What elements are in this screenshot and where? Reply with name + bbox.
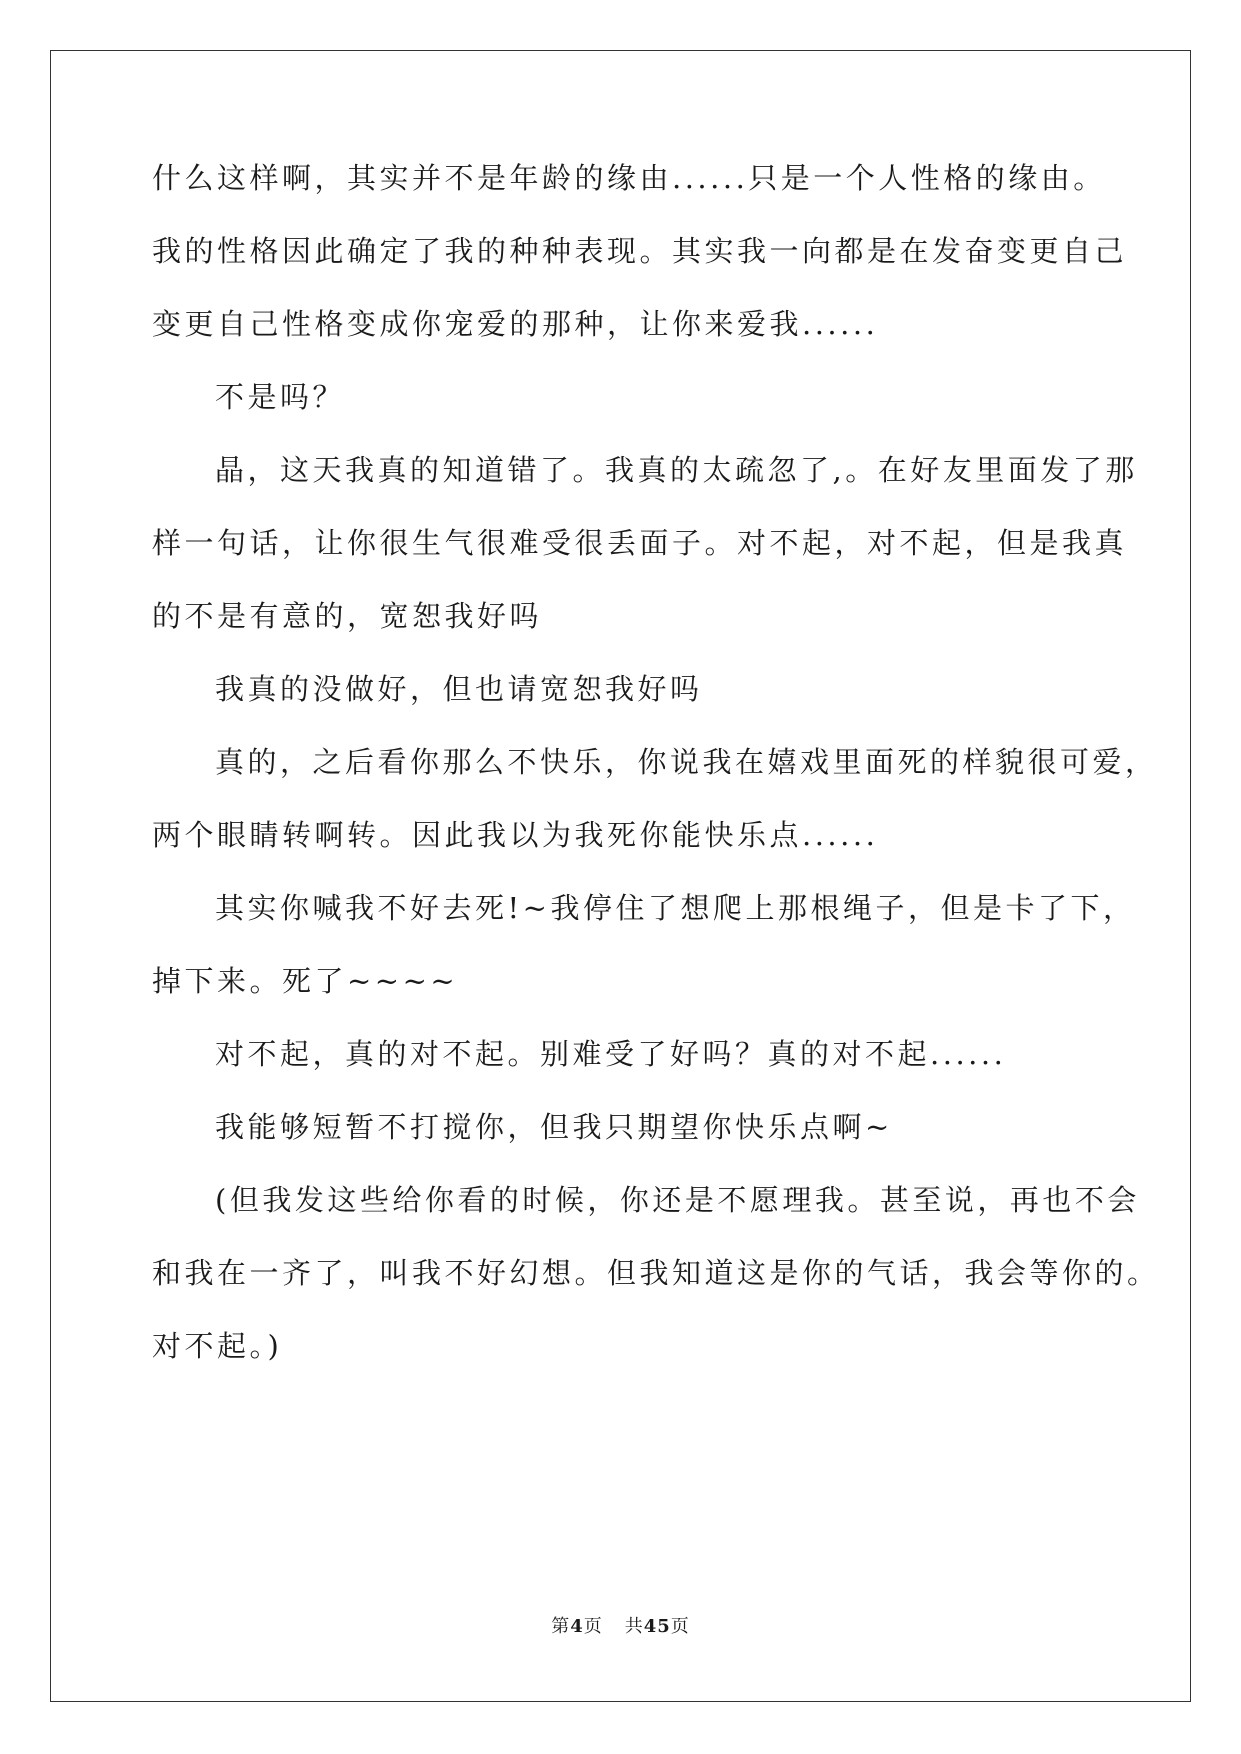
page-prefix: 第 bbox=[551, 1616, 571, 1637]
text-line: 对不起，真的对不起。别难受了好吗？真的对不起...... bbox=[215, 1037, 1007, 1071]
text-line: 什么这样啊，其实并不是年龄的缘由......只是一个人性格的缘由。 bbox=[152, 161, 1106, 195]
text-line: 的不是有意的，宽恕我好吗 bbox=[152, 599, 543, 633]
page-suffix: 页 bbox=[583, 1616, 603, 1637]
page-number: 4 bbox=[570, 1616, 584, 1637]
total-prefix: 共 bbox=[624, 1616, 644, 1637]
total-suffix: 页 bbox=[670, 1616, 690, 1637]
text-line: 掉下来。死了~~~~ bbox=[152, 964, 459, 998]
text-line: 对不起。) bbox=[152, 1329, 283, 1363]
text-line: 两个眼睛转啊转。因此我以为我死你能快乐点...... bbox=[152, 818, 879, 852]
text-line: 我能够短暂不打搅你，但我只期望你快乐点啊~ bbox=[215, 1110, 893, 1144]
text-line: 不是吗？ bbox=[215, 380, 346, 414]
text-line: 变更自己性格变成你宠爱的那种，让你来爱我...... bbox=[152, 307, 879, 341]
text-line: (但我发这些给你看的时候，你还是不愿理我。甚至说，再也不会 bbox=[215, 1183, 1140, 1217]
text-line: 我真的没做好，但也请宽恕我好吗 bbox=[215, 672, 703, 706]
page-border bbox=[50, 50, 1191, 1702]
total-pages: 45 bbox=[643, 1616, 671, 1637]
text-line: 和我在一齐了，叫我不好幻想。但我知道这是你的气话，我会等你的。 bbox=[152, 1256, 1160, 1290]
text-line: 晶，这天我真的知道错了。我真的太疏忽了,。在好友里面发了那 bbox=[215, 453, 1138, 487]
text-line: 真的，之后看你那么不快乐，你说我在嬉戏里面死的样貌很可爱， bbox=[215, 745, 1158, 779]
text-line: 其实你喊我不好去死!~我停住了想爬上那根绳子，但是卡了下， bbox=[215, 891, 1136, 925]
text-line: 样一句话，让你很生气很难受很丢面子。对不起，对不起，但是我真 bbox=[152, 526, 1128, 560]
text-line: 我的性格因此确定了我的种种表现。其实我一向都是在发奋变更自己 bbox=[152, 234, 1128, 268]
page-footer bbox=[0, 1615, 1241, 1639]
